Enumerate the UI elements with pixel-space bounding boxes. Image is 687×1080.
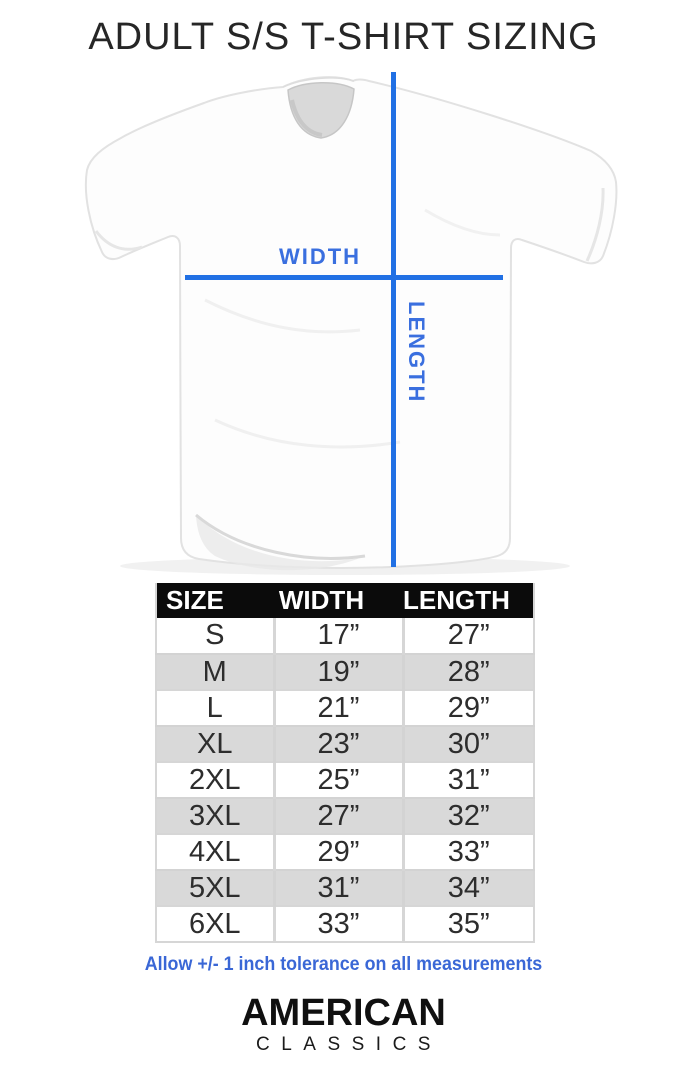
tshirt-illustration	[60, 65, 627, 577]
size-cell: L	[156, 690, 274, 726]
width-cell: 17”	[274, 618, 403, 654]
length-cell: 31”	[403, 762, 534, 798]
tolerance-note: Allow +/- 1 inch tolerance on all measurements	[144, 954, 543, 975]
length-cell: 33”	[403, 834, 534, 870]
width-cell: 29”	[274, 834, 403, 870]
width-cell: 31”	[274, 870, 403, 906]
tshirt-figure	[60, 65, 627, 577]
size-cell: 5XL	[156, 870, 274, 906]
width-cell: 33”	[274, 906, 403, 942]
table-row	[156, 690, 534, 726]
table-row	[156, 870, 534, 906]
table-row	[156, 726, 534, 762]
length-cell: 27”	[403, 618, 534, 654]
table-row	[156, 762, 534, 798]
size-cell: M	[156, 654, 274, 690]
size-cell: 4XL	[156, 834, 274, 870]
size-chart-table	[155, 583, 535, 943]
width-measure-label: WIDTH	[278, 244, 362, 269]
brand-name-american: AMERICAN	[241, 992, 446, 1034]
width-cell: 27”	[274, 798, 403, 834]
length-cell: 30”	[403, 726, 534, 762]
size-cell: 6XL	[156, 906, 274, 942]
column-header-size: SIZE	[156, 583, 274, 618]
width-cell: 21”	[274, 690, 403, 726]
length-cell: 29”	[403, 690, 534, 726]
length-measure-label: LENGTH	[404, 301, 429, 404]
length-cell: 35”	[403, 906, 534, 942]
column-header-width: WIDTH	[274, 583, 403, 618]
table-row	[156, 906, 534, 942]
length-measure-line	[391, 72, 396, 567]
size-cell: S	[156, 618, 274, 654]
size-table-body	[156, 618, 534, 942]
size-cell: XL	[156, 726, 274, 762]
width-measure-line	[185, 275, 503, 280]
length-cell: 28”	[403, 654, 534, 690]
brand-name-classics: CLASSICS	[256, 1034, 442, 1055]
column-header-length: LENGTH	[403, 583, 534, 618]
page-title: ADULT S/S T-SHIRT SIZING	[88, 16, 599, 58]
table-row	[156, 618, 534, 654]
length-cell: 32”	[403, 798, 534, 834]
size-cell: 2XL	[156, 762, 274, 798]
width-cell: 19”	[274, 654, 403, 690]
width-cell: 25”	[274, 762, 403, 798]
table-header-row	[156, 583, 534, 618]
length-cell: 34”	[403, 870, 534, 906]
width-cell: 23”	[274, 726, 403, 762]
table-row	[156, 798, 534, 834]
brand-logo	[0, 994, 687, 1054]
table-row	[156, 834, 534, 870]
table-row	[156, 654, 534, 690]
size-cell: 3XL	[156, 798, 274, 834]
